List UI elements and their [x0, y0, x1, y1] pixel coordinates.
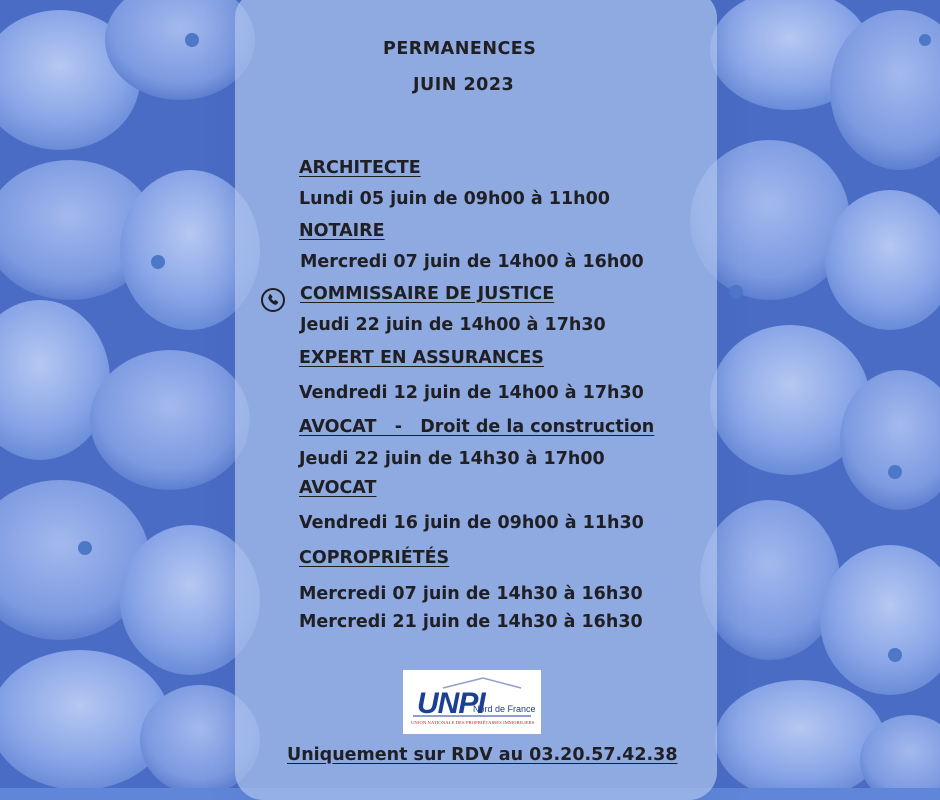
page-subtitle-month: JUIN 2023	[413, 75, 515, 95]
page-title: PERMANENCES	[383, 39, 537, 59]
session-label-expert: EXPERT EN ASSURANCES	[299, 348, 544, 368]
phone-icon	[261, 288, 285, 312]
session-label-coproprietes: COPROPRIÉTÉS	[299, 548, 450, 568]
unpi-logo	[403, 670, 541, 734]
session-date-architecte: Lundi 05 juin de 09h00 à 11h00	[299, 189, 610, 209]
session-label-commissaire: COMMISSAIRE DE JUSTICE	[300, 284, 555, 304]
session-label-avocat-construction: AVOCAT - Droit de la construction	[299, 417, 655, 437]
rdv-footer: Uniquement sur RDV au 03.20.57.42.38	[287, 745, 678, 765]
session-label-avocat: AVOCAT	[299, 478, 377, 498]
session-date-avocat: Vendredi 16 juin de 09h00 à 11h30	[299, 513, 644, 533]
session-label-architecte: ARCHITECTE	[299, 158, 421, 178]
logo-wordmark: UNPI	[417, 687, 485, 720]
session-label-notaire: NOTAIRE	[299, 221, 385, 241]
logo-tagline: UNION NATIONALE DES PROPRIÉTAIRES IMMOBILIERS	[411, 720, 535, 725]
session-date-coproprietes-2: Mercredi 21 juin de 14h30 à 16h30	[299, 612, 643, 632]
session-date-avocat-construction: Jeudi 22 juin de 14h30 à 17h00	[299, 449, 605, 469]
session-date-commissaire: Jeudi 22 juin de 14h00 à 17h30	[300, 315, 606, 335]
session-date-coproprietes-1: Mercredi 07 juin de 14h30 à 16h30	[299, 584, 643, 604]
logo-region: Nord de France	[473, 704, 536, 714]
session-date-notaire: Mercredi 07 juin de 14h00 à 16h00	[300, 252, 644, 272]
session-date-expert: Vendredi 12 juin de 14h00 à 17h30	[299, 383, 644, 403]
